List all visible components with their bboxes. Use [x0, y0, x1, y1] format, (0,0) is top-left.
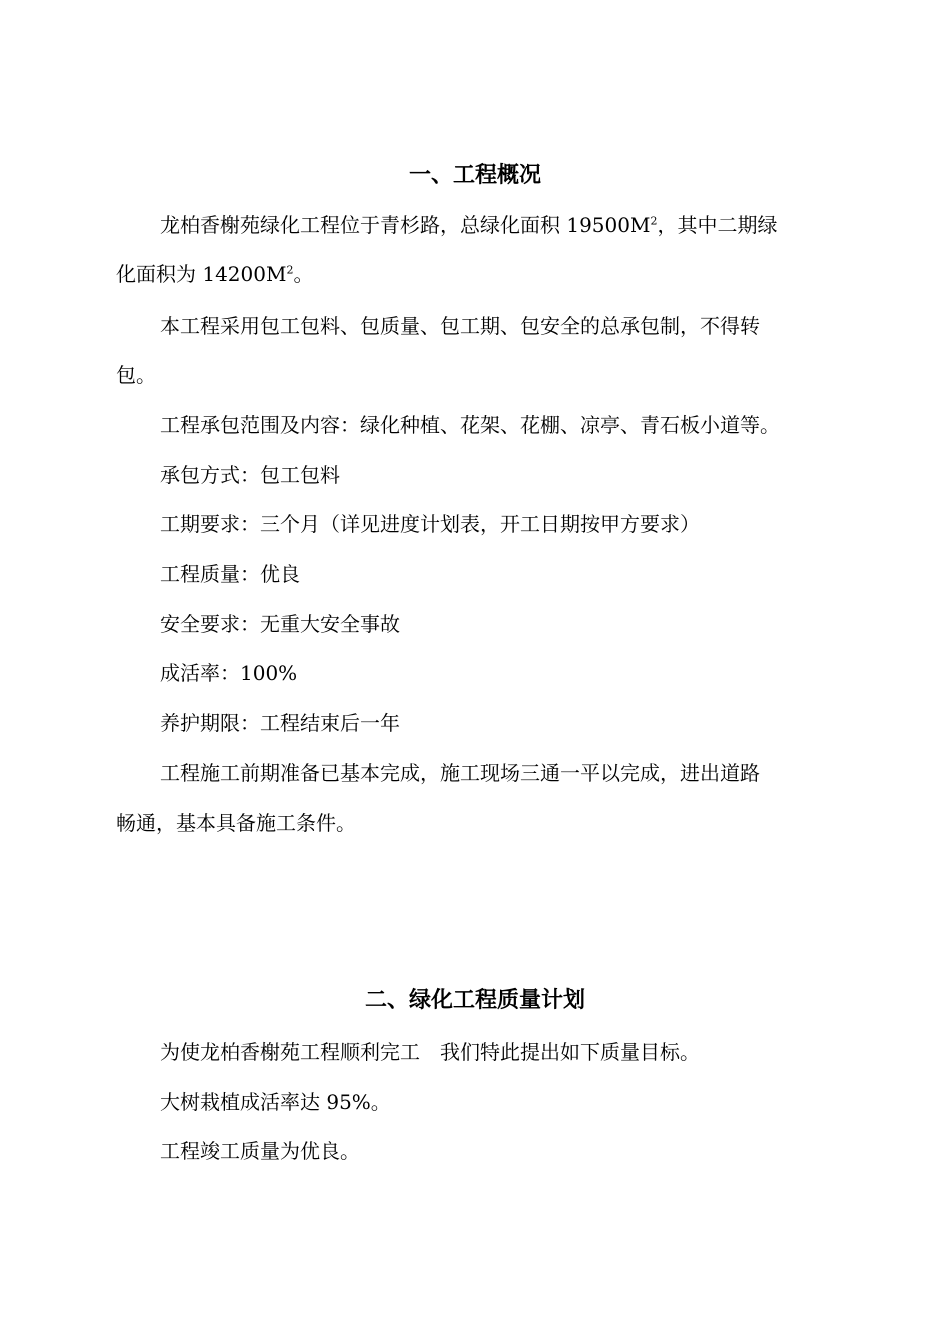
quality-line: 工程质量：优良 — [160, 562, 300, 586]
tree-rate-line: 大树栽植成活率达 95%。 — [160, 1090, 391, 1114]
superscript: 2 — [286, 263, 294, 277]
superscript: 2 — [650, 214, 658, 228]
overview-text: 龙柏香榭苑绿化工程位于青杉路，总绿化面积 19500M — [160, 213, 651, 237]
overview-paragraph-line1 — [160, 211, 777, 239]
completion-line: 工程竣工质量为优良。 — [160, 1139, 360, 1163]
scope-line: 工程承包范围及内容：绿化种植、花架、花棚、凉亭、青石板小道等。 — [160, 413, 780, 437]
section1-title: 一、工程概况 — [408, 163, 541, 188]
overview-paragraph-line2 — [116, 260, 313, 288]
maintenance-line: 养护期限：工程结束后一年 — [160, 711, 400, 735]
safety-line: 安全要求：无重大安全事故 — [160, 612, 400, 636]
contract-paragraph-line1: 本工程采用包工包料、包质量、包工期、包安全的总承包制，不得转 — [160, 314, 760, 338]
survival-line: 成活率：100% — [160, 661, 298, 685]
overview-text: ，其中二期绿 — [657, 213, 778, 237]
prep-paragraph-line1: 工程施工前期准备已基本完成，施工现场三通一平以完成，进出道路 — [160, 761, 760, 785]
overview-text: 化面积为 14200M — [116, 262, 287, 286]
period-line: 工期要求：三个月（详见进度计划表，开工日期按甲方要求） — [160, 512, 700, 536]
contract-paragraph-line2: 包。 — [116, 363, 156, 387]
prep-paragraph-line2: 畅通，基本具备施工条件。 — [116, 811, 356, 835]
overview-text: 。 — [293, 262, 314, 286]
section2-title: 二、绿化工程质量计划 — [364, 988, 585, 1013]
method-line: 承包方式：包工包料 — [160, 463, 340, 487]
quality-intro-line: 为使龙柏香榭苑工程顺利完工 我们特此提出如下质量目标。 — [160, 1040, 700, 1064]
